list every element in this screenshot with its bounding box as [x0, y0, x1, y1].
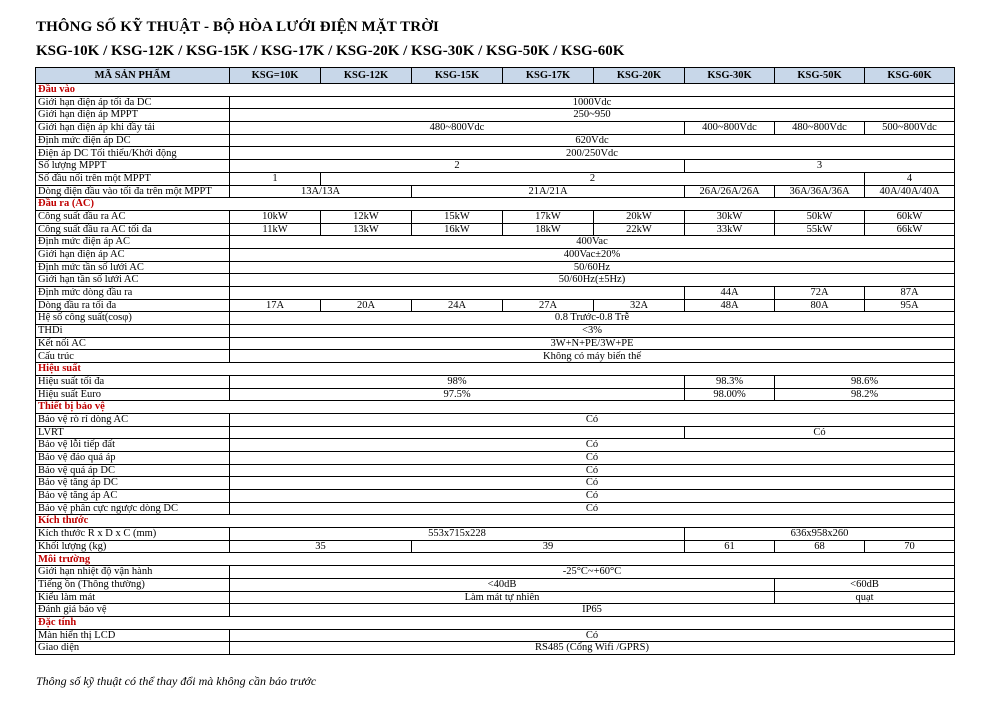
- spec-value: 98.2%: [775, 388, 955, 401]
- spec-value: 26A/26A/26A: [685, 185, 775, 198]
- spec-row: [36, 109, 955, 122]
- spec-value: 480~800Vdc: [775, 122, 865, 135]
- spec-label: Hệ số công suất(cosφ): [36, 312, 230, 325]
- spec-value: 13kW: [321, 223, 412, 236]
- spec-value: 60kW: [865, 210, 955, 223]
- spec-value: 95A: [865, 299, 955, 312]
- spec-label: Điện áp DC Tối thiểu/Khởi động: [36, 147, 230, 160]
- spec-label: Bảo vệ tăng áp AC: [36, 490, 230, 503]
- spec-label: Bảo vệ rò rỉ dòng AC: [36, 413, 230, 426]
- spec-value: 400~800Vdc: [685, 122, 775, 135]
- spec-value: <40dB: [230, 578, 775, 591]
- spec-value: 13A/13A: [230, 185, 412, 198]
- spec-row: [36, 96, 955, 109]
- spec-label: Cấu trúc: [36, 350, 230, 363]
- section-header-row: [36, 401, 955, 414]
- spec-value: 10kW: [230, 210, 321, 223]
- spec-label: Tiếng ồn (Thông thường): [36, 578, 230, 591]
- spec-row: [36, 490, 955, 503]
- spec-value: 480~800Vdc: [230, 122, 685, 135]
- spec-value: [230, 287, 685, 300]
- header-model: KSG-15K: [412, 68, 503, 84]
- header-model: KSG-50K: [775, 68, 865, 84]
- spec-label: Giới hạn điện áp MPPT: [36, 109, 230, 122]
- spec-value: 68: [775, 540, 865, 553]
- spec-row: [36, 591, 955, 604]
- spec-row: [36, 185, 955, 198]
- spec-label: Định mức điện áp DC: [36, 134, 230, 147]
- spec-row: [36, 629, 955, 642]
- spec-value: 21A/21A: [412, 185, 685, 198]
- header-model: KSG-17K: [503, 68, 594, 84]
- spec-value: 50/60Hz: [230, 261, 955, 274]
- spec-value: 48A: [685, 299, 775, 312]
- spec-value: 2: [321, 172, 865, 185]
- spec-value: IP65: [230, 604, 955, 617]
- spec-row: [36, 299, 955, 312]
- spec-row: [36, 566, 955, 579]
- spec-value: 20kW: [594, 210, 685, 223]
- spec-row: [36, 375, 955, 388]
- spec-value: <60dB: [775, 578, 955, 591]
- spec-row: [36, 464, 955, 477]
- model-list-title: KSG-10K / KSG-12K / KSG-15K / KSG-17K / KSG-20K / KSG-30K / KSG-50K / KSG-60K: [36, 43, 625, 59]
- section-header-row: [36, 616, 955, 629]
- spec-label: Định mức tần số lưới AC: [36, 261, 230, 274]
- spec-value: 40A/40A/40A: [865, 185, 955, 198]
- spec-row: [36, 337, 955, 350]
- spec-label: Dòng điện đầu vào tối đa trên một MPPT: [36, 185, 230, 198]
- footer-note: Thông số kỹ thuật có thể thay đổi mà không cần báo trước: [36, 674, 317, 688]
- spec-value: 636x958x260: [685, 528, 955, 541]
- spec-label: Kết nối AC: [36, 337, 230, 350]
- spec-row: [36, 388, 955, 401]
- spec-row: [36, 248, 955, 261]
- section-title: Đầu ra (AC): [36, 198, 955, 211]
- spec-value: 20A: [321, 299, 412, 312]
- spec-row: [36, 312, 955, 325]
- spec-value: Có: [230, 502, 955, 515]
- spec-value: 97.5%: [230, 388, 685, 401]
- spec-value: 0.8 Trước-0.8 Trễ: [230, 312, 955, 325]
- spec-label: Công suất đầu ra AC tối đa: [36, 223, 230, 236]
- spec-value: 3W+N+PE/3W+PE: [230, 337, 955, 350]
- spec-value: 87A: [865, 287, 955, 300]
- section-title: Môi trường: [36, 553, 955, 566]
- spec-row: [36, 350, 955, 363]
- spec-label: Hiệu suất Euro: [36, 388, 230, 401]
- spec-value: Có: [230, 490, 955, 503]
- section-title: Đầu vào: [36, 84, 955, 97]
- spec-value: 200/250Vdc: [230, 147, 955, 160]
- spec-value: 17A: [230, 299, 321, 312]
- spec-label: Bảo vệ tăng áp DC: [36, 477, 230, 490]
- spec-label: Số đầu nối trên một MPPT: [36, 172, 230, 185]
- spec-value: quạt: [775, 591, 955, 604]
- spec-label: Dòng đầu ra tối đa: [36, 299, 230, 312]
- spec-row: [36, 287, 955, 300]
- spec-value: 66kW: [865, 223, 955, 236]
- spec-value: 400Vac: [230, 236, 955, 249]
- spec-label: Giới hạn điện áp AC: [36, 248, 230, 261]
- spec-row: [36, 439, 955, 452]
- section-title: Kích thước: [36, 515, 955, 528]
- section-header-row: [36, 515, 955, 528]
- header-model: KSG=10K: [230, 68, 321, 84]
- spec-label: Định mức điện áp AC: [36, 236, 230, 249]
- spec-label: Bảo vệ đảo quá áp: [36, 451, 230, 464]
- spec-value: 18kW: [503, 223, 594, 236]
- spec-value: Có: [230, 477, 955, 490]
- spec-label: Giao diện: [36, 642, 230, 655]
- spec-label: Giới hạn điện áp khi đầy tải: [36, 122, 230, 135]
- spec-row: [36, 502, 955, 515]
- spec-value: 15kW: [412, 210, 503, 223]
- spec-value: 24A: [412, 299, 503, 312]
- header-model: KSG-20K: [594, 68, 685, 84]
- table-header-row: [36, 68, 955, 84]
- spec-value: 33kW: [685, 223, 775, 236]
- spec-value: 400Vac±20%: [230, 248, 955, 261]
- section-header-row: [36, 198, 955, 211]
- spec-row: [36, 528, 955, 541]
- header-model: KSG-60K: [865, 68, 955, 84]
- spec-label: Hiệu suất tối đa: [36, 375, 230, 388]
- spec-value: Làm mát tự nhiên: [230, 591, 775, 604]
- section-title: Thiết bị bảo vệ: [36, 401, 955, 414]
- spec-value: Không có máy biến thế: [230, 350, 955, 363]
- spec-value: 1: [230, 172, 321, 185]
- spec-value: 35: [230, 540, 412, 553]
- spec-label: Công suất đầu ra AC: [36, 210, 230, 223]
- spec-row: [36, 451, 955, 464]
- spec-label: LVRT: [36, 426, 230, 439]
- spec-label: Bảo vệ phân cực ngược dòng DC: [36, 502, 230, 515]
- spec-value: Có: [230, 413, 955, 426]
- spec-row: [36, 210, 955, 223]
- spec-label: Đánh giá bảo vệ: [36, 604, 230, 617]
- spec-row: [36, 147, 955, 160]
- section-header-row: [36, 363, 955, 376]
- spec-row: [36, 122, 955, 135]
- spec-row: [36, 134, 955, 147]
- spec-value: 11kW: [230, 223, 321, 236]
- spec-label: Bảo vệ quá áp DC: [36, 464, 230, 477]
- spec-value: 22kW: [594, 223, 685, 236]
- spec-value: 39: [412, 540, 685, 553]
- spec-row: [36, 223, 955, 236]
- spec-label: Giới hạn điện áp tối đa DC: [36, 96, 230, 109]
- spec-value: 50kW: [775, 210, 865, 223]
- spec-value: 500~800Vdc: [865, 122, 955, 135]
- spec-value: 17kW: [503, 210, 594, 223]
- spec-value: 44A: [685, 287, 775, 300]
- header-model: KSG-30K: [685, 68, 775, 84]
- spec-value: 98.6%: [775, 375, 955, 388]
- spec-label: Màn hiển thị LCD: [36, 629, 230, 642]
- spec-value: 98%: [230, 375, 685, 388]
- spec-value: 3: [685, 160, 955, 173]
- spec-value: 61: [685, 540, 775, 553]
- spec-row: [36, 540, 955, 553]
- spec-row: [36, 274, 955, 287]
- spec-value: 36A/36A/36A: [775, 185, 865, 198]
- spec-label: Khối lượng (kg): [36, 540, 230, 553]
- spec-value: 250~950: [230, 109, 955, 122]
- spec-value: <3%: [230, 325, 955, 338]
- spec-row: [36, 413, 955, 426]
- section-title: Hiệu suất: [36, 363, 955, 376]
- spec-value: 98.3%: [685, 375, 775, 388]
- spec-value: Có: [230, 451, 955, 464]
- spec-value: 620Vdc: [230, 134, 955, 147]
- spec-value: 12kW: [321, 210, 412, 223]
- section-title: Đặc tính: [36, 616, 955, 629]
- spec-row: [36, 325, 955, 338]
- spec-label: Kích thước R x D x C (mm): [36, 528, 230, 541]
- spec-value: 70: [865, 540, 955, 553]
- spec-value: [230, 426, 685, 439]
- spec-value: 2: [230, 160, 685, 173]
- spec-value: 32A: [594, 299, 685, 312]
- spec-label: Giới hạn nhiệt độ vận hành: [36, 566, 230, 579]
- spec-row: [36, 426, 955, 439]
- spec-value: 30kW: [685, 210, 775, 223]
- spec-label: THDi: [36, 325, 230, 338]
- spec-label: Định mức dòng đầu ra: [36, 287, 230, 300]
- document-title: THÔNG SỐ KỸ THUẬT - BỘ HÒA LƯỚI ĐIỆN MẶT TRỜI: [36, 19, 439, 35]
- spec-label: Kiểu làm mát: [36, 591, 230, 604]
- spec-value: 72A: [775, 287, 865, 300]
- spec-value: 27A: [503, 299, 594, 312]
- spec-row: [36, 236, 955, 249]
- spec-value: 98.00%: [685, 388, 775, 401]
- spec-value: Có: [230, 439, 955, 452]
- spec-value: RS485 (Cổng Wifi /GPRS): [230, 642, 955, 655]
- spec-row: [36, 642, 955, 655]
- spec-row: [36, 578, 955, 591]
- spec-label: Số lượng MPPT: [36, 160, 230, 173]
- spec-row: [36, 172, 955, 185]
- spec-value: Có: [685, 426, 955, 439]
- spec-value: Có: [230, 464, 955, 477]
- header-model: KSG-12K: [321, 68, 412, 84]
- spec-row: [36, 261, 955, 274]
- spec-value: 55kW: [775, 223, 865, 236]
- spec-value: Có: [230, 629, 955, 642]
- spec-table: [35, 67, 955, 655]
- spec-value: 16kW: [412, 223, 503, 236]
- spec-row: [36, 160, 955, 173]
- spec-value: 553x715x228: [230, 528, 685, 541]
- spec-value: 80A: [775, 299, 865, 312]
- header-product-code: MÃ SẢN PHẨM: [36, 68, 230, 84]
- spec-label: Bảo vệ lỗi tiếp đất: [36, 439, 230, 452]
- spec-label: Giới hạn tần số lưới AC: [36, 274, 230, 287]
- spec-row: [36, 604, 955, 617]
- section-header-row: [36, 84, 955, 97]
- spec-value: 50/60Hz(±5Hz): [230, 274, 955, 287]
- spec-value: 4: [865, 172, 955, 185]
- section-header-row: [36, 553, 955, 566]
- spec-row: [36, 477, 955, 490]
- spec-value: -25°C~+60°C: [230, 566, 955, 579]
- spec-value: 1000Vdc: [230, 96, 955, 109]
